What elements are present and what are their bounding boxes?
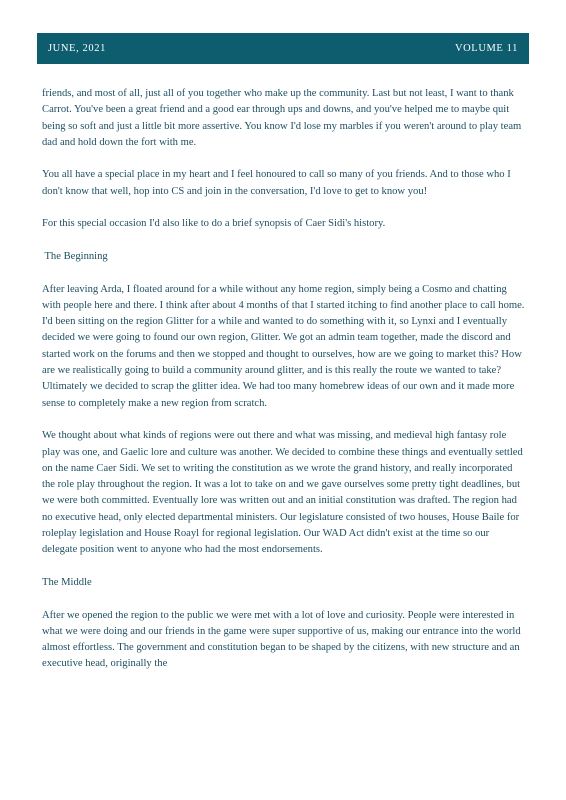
paragraph-beginning: After leaving Arda, I floated around for a while without any home region, simply being a Cosmo and chatting with people here and there. I think after about 4 months of that I started itching to find another place to call home. I'd been sitting on the region Glitter for a while and wanted to do something with it, so Lynxi and I eventually decided we were going to found our own region, Glitter. We got an admin team together, made the discord and started work on the forums and then we stopped and thought to ourselves, how are we going to market this? How are we realistically going to build a community around glitter, and is this really the route we wanted to take? Ultimately we decided to scrap the glitter idea. We had too many homebrew ideas of our own and it made more sense to completely make a new region from scratch. bbox=[42, 283, 525, 409]
newsletter-header bbox=[37, 33, 529, 64]
issue-date: JUNE, 2021 bbox=[48, 43, 106, 54]
section-heading-beginning: The Beginning bbox=[42, 250, 108, 262]
paragraph-founding: We thought about what kinds of regions were out there and what was missing, and medieval high fantasy role play was one, and Gaelic lore and culture was another. We decided to combine these things and eventually settled on the name Caer Sidi. We set to writing the constitution as we wrote the grand history, and really incorporated the role play throughout the region. It was a lot to take on and we gave ourselves some pretty tight deadlines, but we were both committed. Eventually lore was written out and an initial constitution was drafted. The region had no executive head, only elected departmental ministers. Our legislature consisted of two houses, House Baile for roleplay legislation and House Roayl for regional legislation. Our WAD Act didn't exist at the time so our delegate position went to anyone who had the most endorsements. bbox=[42, 430, 523, 556]
paragraph-synopsis-intro: For this special occasion I'd also like to do a brief synopsis of Caer Sidi's history. bbox=[42, 218, 386, 230]
volume-number: VOLUME 11 bbox=[454, 43, 518, 54]
article-body bbox=[42, 86, 526, 689]
paragraph-thanks: friends, and most of all, just all of you together who make up the community. Last but not least, I want to thank Carrot. You've been a great friend and a good ear through ups and downs, and you've helped me to maybe quit being so soft and just a little bit more assertive. You know I'd lose my marbles if you weren't around to play team dad and hold down the fort with me. bbox=[42, 88, 522, 148]
section-heading-middle: The Middle bbox=[42, 576, 92, 588]
paragraph-middle: After we opened the region to the public we were met with a lot of love and curiosity. People were interested in what we were doing and our friends in the game were super supportive of us, making our entrance into the world almost effortless. The government and constitution began to be shaped by the citizens, with new structure and an executive head, originally the bbox=[42, 609, 521, 670]
paragraph-friends: You all have a special place in my heart and I feel honoured to call so many of you friends. And to those who I don't know that well, hop into CS and join in the conversation, I'd love to get to know you! bbox=[42, 169, 511, 197]
